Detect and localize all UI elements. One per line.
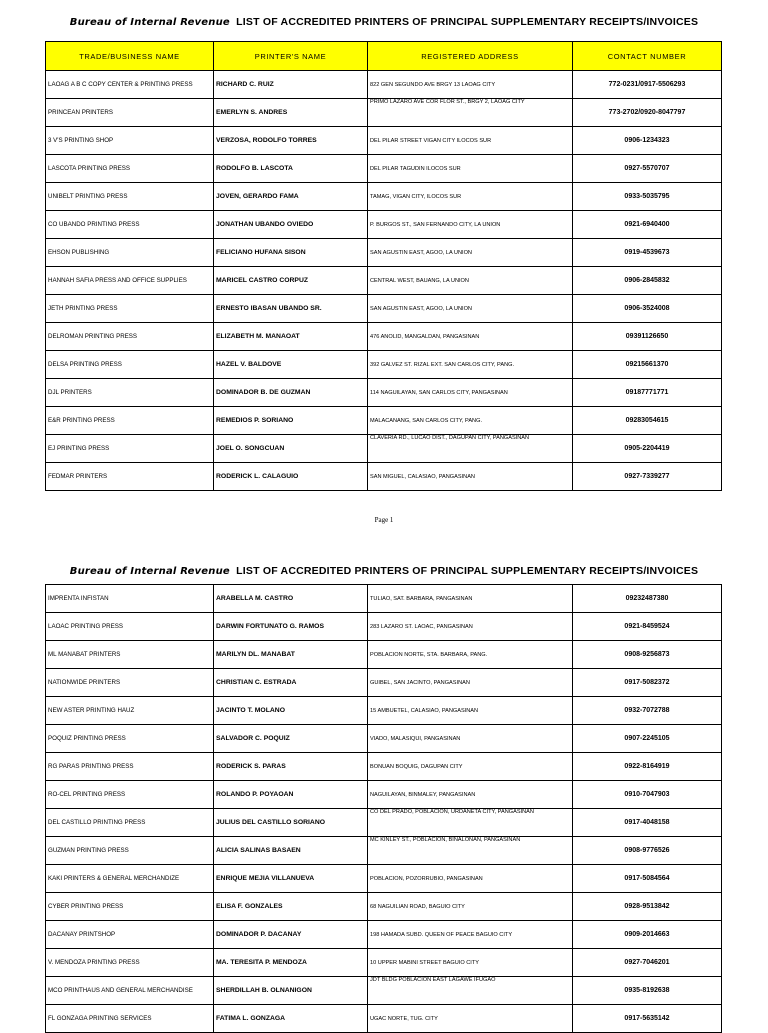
printer-name-cell: JOVEN, GERARDO FAMA: [214, 183, 368, 211]
printer-name-cell: VERZOSA, RODOLFO TORRES: [214, 127, 368, 155]
table-row: [46, 697, 722, 725]
address-cell: GUIBEL, SAN JACINTO, PANGASINAN: [368, 669, 573, 697]
trade-name-cell: FL GONZAGA PRINTING SERVICES: [46, 1005, 214, 1033]
page-number: Page 1: [374, 516, 394, 524]
address-cell: POBLACION NORTE, STA. BARBARA, PANG.: [368, 641, 573, 669]
address-cell: POBLACION, POZORRUBIO, PANGASINAN: [368, 865, 573, 893]
contact-number-cell: 09232487380: [573, 585, 722, 613]
address-cell: SAN AGUSTIN EAST, AGOO, LA UNION: [368, 295, 573, 323]
table-row: [46, 211, 722, 239]
printer-name-cell: DARWIN FORTUNATO G. RAMOS: [214, 613, 368, 641]
address-cell: BONUAN BOQUIG, DAGUPAN CITY: [368, 753, 573, 781]
contact-number-cell: 772-0231/0917-5506293: [573, 71, 722, 99]
printer-name-cell: RICHARD C. RUIZ: [214, 71, 368, 99]
table-row: [46, 641, 722, 669]
address-cell: TAMAG, VIGAN CITY, ILOCOS SUR: [368, 183, 573, 211]
trade-name-cell: PRINCEAN PRINTERS: [46, 99, 214, 127]
table-row: [46, 295, 722, 323]
contact-number-cell: 0917-5084564: [573, 865, 722, 893]
trade-name-cell: FEDMAR PRINTERS: [46, 463, 214, 491]
trade-name-cell: ML MANABAT PRINTERS: [46, 641, 214, 669]
address-cell: 476 ANOLID, MANGALDAN, PANGASINAN: [368, 323, 573, 351]
table-row: [46, 1005, 722, 1033]
trade-name-cell: MCO PRINTHAUS AND GENERAL MERCHANDISE: [46, 977, 214, 1005]
address-cell: 822 GEN SEGUNDO AVE BRGY 13 LAOAG CITY: [368, 71, 573, 99]
address-cell: PRIMO LAZARO AVE COR FLOR ST., BRGY 2, LAOAG CITY: [368, 99, 573, 127]
table-row: [46, 977, 722, 1005]
table-row: [46, 949, 722, 977]
header-registered-address: REGISTERED ADDRESS: [368, 42, 573, 71]
contact-number-cell: 0928-9513842: [573, 893, 722, 921]
table-row: [46, 183, 722, 211]
address-cell: TULIAO, SAT. BARBARA, PANGASINAN: [368, 585, 573, 613]
address-cell: DEL PILAR STREET VIGAN CITY ILOCOS SUR: [368, 127, 573, 155]
contact-number-cell: 0927-7046201: [573, 949, 722, 977]
header-contact-number: CONTACT NUMBER: [573, 42, 722, 71]
table-row: [46, 753, 722, 781]
contact-number-cell: 09215661370: [573, 351, 722, 379]
agency-name: Bureau of Internal Revenue: [69, 17, 230, 28]
contact-number-cell: 0910-7047903: [573, 781, 722, 809]
trade-name-cell: NEW ASTER PRINTING HAUZ: [46, 697, 214, 725]
table-row: [46, 435, 722, 463]
contact-number-cell: 09283054615: [573, 407, 722, 435]
title-text: LIST OF ACCREDITED PRINTERS OF PRINCIPAL SUPPLEMENTARY RECEIPTS/INVOICES: [236, 16, 699, 28]
table-row: [46, 407, 722, 435]
printer-name-cell: RODERICK S. PARAS: [214, 753, 368, 781]
contact-number-cell: 0917-4048158: [573, 809, 722, 837]
header-trade-name: TRADE/BUSINESS NAME: [46, 42, 214, 71]
table-row: [46, 585, 722, 613]
table-row: [46, 809, 722, 837]
title-text: LIST OF ACCREDITED PRINTERS OF PRINCIPAL SUPPLEMENTARY RECEIPTS/INVOICES: [236, 565, 699, 577]
contact-number-cell: 0921-8459524: [573, 613, 722, 641]
trade-name-cell: LASCOTA PRINTING PRESS: [46, 155, 214, 183]
trade-name-cell: DJL PRINTERS: [46, 379, 214, 407]
printer-name-cell: FELICIANO HUFANA SISON: [214, 239, 368, 267]
table-row: [46, 267, 722, 295]
address-cell: DEL PILAR TAGUDIN ILOCOS SUR: [368, 155, 573, 183]
address-cell: 283 LAZARO ST. LAOAC, PANGASINAN: [368, 613, 573, 641]
printer-name-cell: DOMINADOR P. DACANAY: [214, 921, 368, 949]
contact-number-cell: 0917-5635142: [573, 1005, 722, 1033]
contact-number-cell: 0927-5570707: [573, 155, 722, 183]
printer-name-cell: JULIUS DEL CASTILLO SORIANO: [214, 809, 368, 837]
trade-name-cell: EJ PRINTING PRESS: [46, 435, 214, 463]
printers-table-page-1: [45, 41, 722, 491]
address-cell: MC KINLEY ST., POBLACION, BINALONAN, PANGASINAN: [368, 837, 573, 865]
printer-name-cell: ROLANDO P. POYAOAN: [214, 781, 368, 809]
table-row: [46, 725, 722, 753]
table-row: [46, 893, 722, 921]
contact-number-cell: 09391126650: [573, 323, 722, 351]
trade-name-cell: NATIONWIDE PRINTERS: [46, 669, 214, 697]
printer-name-cell: MARICEL CASTRO CORPUZ: [214, 267, 368, 295]
trade-name-cell: UNIBELT PRINTING PRESS: [46, 183, 214, 211]
address-cell: JDT BLDG POBLACION EAST LAGAWE IFUGAO: [368, 977, 573, 1005]
table-row: [46, 155, 722, 183]
contact-number-cell: 0908-9776526: [573, 837, 722, 865]
table-row: [46, 613, 722, 641]
printer-name-cell: RODERICK L. CALAGUIO: [214, 463, 368, 491]
contact-number-cell: 0906-3524008: [573, 295, 722, 323]
contact-number-cell: 0921-6940400: [573, 211, 722, 239]
printer-name-cell: SALVADOR C. POQUIZ: [214, 725, 368, 753]
printer-name-cell: ERNESTO IBASAN UBANDO SR.: [214, 295, 368, 323]
trade-name-cell: DEL CASTILLO PRINTING PRESS: [46, 809, 214, 837]
address-cell: NAGUILAYAN, BINMALEY, PANGASINAN: [368, 781, 573, 809]
address-cell: 114 NAGUILAYAN, SAN CARLOS CITY, PANGASINAN: [368, 379, 573, 407]
address-cell: P. BURGOS ST., SAN FERNANDO CITY, LA UNION: [368, 211, 573, 239]
contact-number-cell: 0933-5035795: [573, 183, 722, 211]
address-cell: CENTRAL WEST, BAUANG, LA UNION: [368, 267, 573, 295]
table-body: [46, 71, 722, 491]
table-row: [46, 99, 722, 127]
address-cell: 15 AMBUETEL, CALASIAO, PANGASINAN: [368, 697, 573, 725]
contact-number-cell: 0905-2204419: [573, 435, 722, 463]
printer-name-cell: ARABELLA M. CASTRO: [214, 585, 368, 613]
address-cell: SAN AGUSTIN EAST, AGOO, LA UNION: [368, 239, 573, 267]
address-cell: 10 UPPER MABINI STREET BAGUIO CITY: [368, 949, 573, 977]
address-cell: 198 HAMADA SUBD. QUEEN OF PEACE BAGUIO CITY: [368, 921, 573, 949]
contact-number-cell: 0906-1234323: [573, 127, 722, 155]
contact-number-cell: 773-2702/0920-8047797: [573, 99, 722, 127]
address-cell: VIADO, MALASIQUI, PANGASINAN: [368, 725, 573, 753]
address-cell: 68 NAGUILIAN ROAD, BAGUIO CITY: [368, 893, 573, 921]
table-header-row: [46, 42, 722, 71]
trade-name-cell: IMPRENTA INFISTAN: [46, 585, 214, 613]
agency-name: Bureau of Internal Revenue: [69, 566, 230, 577]
table-row: [46, 865, 722, 893]
trade-name-cell: CO UBANDO PRINTING PRESS: [46, 211, 214, 239]
printer-name-cell: JOEL O. SONGCUAN: [214, 435, 368, 463]
printer-name-cell: ELISA F. GONZALES: [214, 893, 368, 921]
printer-name-cell: HAZEL V. BALDOVE: [214, 351, 368, 379]
printer-name-cell: JONATHAN UBANDO OVIEDO: [214, 211, 368, 239]
trade-name-cell: KAKI PRINTERS & GENERAL MERCHANDIZE: [46, 865, 214, 893]
trade-name-cell: V. MENDOZA PRINTING PRESS: [46, 949, 214, 977]
contact-number-cell: 0909-2014663: [573, 921, 722, 949]
trade-name-cell: POQUIZ PRINTING PRESS: [46, 725, 214, 753]
printers-table-page-2: [45, 584, 722, 1033]
table-row: [46, 921, 722, 949]
contact-number-cell: 0922-8164919: [573, 753, 722, 781]
report-title: [0, 16, 768, 28]
table-row: [46, 781, 722, 809]
trade-name-cell: HANNAH SAFIA PRESS AND OFFICE SUPPLIES: [46, 267, 214, 295]
printer-name-cell: MARILYN DL. MANABAT: [214, 641, 368, 669]
trade-name-cell: LAOAC PRINTING PRESS: [46, 613, 214, 641]
table-row: [46, 463, 722, 491]
printer-name-cell: FATIMA L. GONZAGA: [214, 1005, 368, 1033]
printer-name-cell: DOMINADOR B. DE GUZMAN: [214, 379, 368, 407]
contact-number-cell: 0927-7339277: [573, 463, 722, 491]
contact-number-cell: 0908-9256873: [573, 641, 722, 669]
printer-name-cell: ALICIA SALINAS BASAEN: [214, 837, 368, 865]
printer-name-cell: ELIZABETH M. MANAOAT: [214, 323, 368, 351]
printer-name-cell: REMEDIOS P. SORIANO: [214, 407, 368, 435]
trade-name-cell: JETH PRINTING PRESS: [46, 295, 214, 323]
trade-name-cell: E&R PRINTING PRESS: [46, 407, 214, 435]
printer-name-cell: ENRIQUE MEJIA VILLANUEVA: [214, 865, 368, 893]
contact-number-cell: 0935-8192638: [573, 977, 722, 1005]
trade-name-cell: EHSON PUBLISHING: [46, 239, 214, 267]
contact-number-cell: 0917-5082372: [573, 669, 722, 697]
trade-name-cell: 3 V'S PRINTING SHOP: [46, 127, 214, 155]
trade-name-cell: GUZMAN PRINTING PRESS: [46, 837, 214, 865]
trade-name-cell: CYBER PRINTING PRESS: [46, 893, 214, 921]
contact-number-cell: 0919-4539673: [573, 239, 722, 267]
printer-name-cell: RODOLFO B. LASCOTA: [214, 155, 368, 183]
table-row: [46, 669, 722, 697]
address-cell: UGAC NORTE, TUG. CITY: [368, 1005, 573, 1033]
trade-name-cell: LAOAG A B C COPY CENTER & PRINTING PRESS: [46, 71, 214, 99]
printer-name-cell: EMERLYN S. ANDRES: [214, 99, 368, 127]
address-cell: CLAVERIA RD., LUCAO DIST., DAGUPAN CITY, PANGASINAN: [368, 435, 573, 463]
printer-name-cell: MA. TERESITA P. MENDOZA: [214, 949, 368, 977]
address-cell: 392 GALVEZ ST. RIZAL EXT. SAN CARLOS CITY, PANG.: [368, 351, 573, 379]
printer-name-cell: CHRISTIAN C. ESTRADA: [214, 669, 368, 697]
table-row: [46, 379, 722, 407]
table-row: [46, 351, 722, 379]
contact-number-cell: 09187771771: [573, 379, 722, 407]
table-row: [46, 127, 722, 155]
table-row: [46, 323, 722, 351]
header-printer-name: PRINTER'S NAME: [214, 42, 368, 71]
contact-number-cell: 0932-7072788: [573, 697, 722, 725]
trade-name-cell: DELROMAN PRINTING PRESS: [46, 323, 214, 351]
trade-name-cell: RO-CEL PRINTING PRESS: [46, 781, 214, 809]
address-cell: SAN MIGUEL, CALASIAO, PANGASINAN: [368, 463, 573, 491]
printer-name-cell: JACINTO T. MOLANO: [214, 697, 368, 725]
trade-name-cell: DACANAY PRINTSHOP: [46, 921, 214, 949]
address-cell: CO DEL PRADO, POBLACION, URDANETA CITY, PANGASINAN: [368, 809, 573, 837]
report-title: [0, 565, 768, 577]
table-row: [46, 239, 722, 267]
table-row: [46, 71, 722, 99]
table-row: [46, 837, 722, 865]
trade-name-cell: RG PARAS PRINTING PRESS: [46, 753, 214, 781]
contact-number-cell: 0906-2845832: [573, 267, 722, 295]
contact-number-cell: 0907-2245105: [573, 725, 722, 753]
trade-name-cell: DELSA PRINTING PRESS: [46, 351, 214, 379]
printer-name-cell: SHERDILLAH B. OLNANIGON: [214, 977, 368, 1005]
address-cell: MALACANANG, SAN CARLOS CITY, PANG.: [368, 407, 573, 435]
table-body: [46, 585, 722, 1033]
